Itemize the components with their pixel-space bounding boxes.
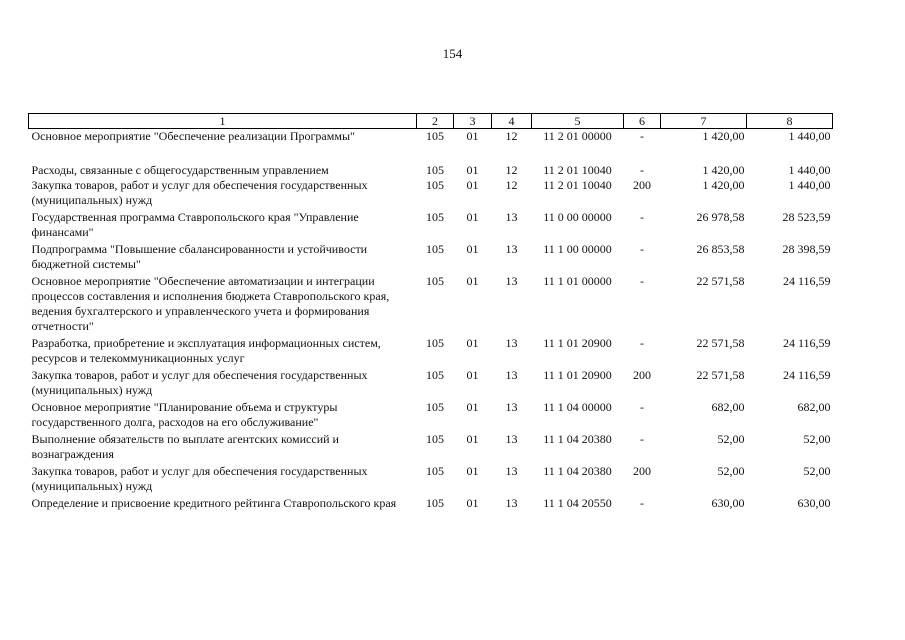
row-code-4: 12	[505, 178, 518, 192]
table-row	[29, 178, 833, 210]
row-code-3: 01	[466, 432, 479, 446]
row-name: Разработка, приобретение и эксплуатация информационных систем, ресурсов и телекоммуникационных услуг	[31, 336, 381, 365]
row-amount-7: 26 853,58	[696, 242, 745, 256]
row-amount-7: 1 420,00	[702, 163, 745, 177]
table-row	[29, 129, 833, 164]
table-row	[29, 368, 833, 400]
row-code-2: 105	[426, 368, 444, 382]
row-code-5: 11 1 01 00000	[543, 274, 612, 288]
row-code-2: 105	[426, 242, 444, 256]
row-code-3: 01	[466, 210, 479, 224]
row-code-6: -	[640, 496, 644, 510]
table-row	[29, 336, 833, 368]
row-amount-8: 52,00	[803, 432, 831, 446]
table-body	[29, 129, 833, 512]
header-row	[29, 114, 833, 129]
table-header	[29, 114, 833, 129]
row-code-5: 11 1 01 20900	[543, 368, 612, 382]
row-code-4: 12	[505, 129, 518, 143]
row-code-5: 11 1 04 20380	[543, 432, 612, 446]
row-amount-8: 1 440,00	[788, 129, 831, 143]
row-code-5: 11 1 04 20550	[543, 496, 612, 510]
row-code-4: 13	[505, 274, 518, 288]
row-code-4: 13	[505, 336, 518, 350]
row-amount-8: 28 523,59	[782, 210, 831, 224]
row-code-4: 13	[505, 464, 518, 478]
row-amount-8: 28 398,59	[782, 242, 831, 256]
header-cell: 1	[29, 114, 417, 129]
row-code-3: 01	[466, 496, 479, 510]
row-amount-7: 22 571,58	[696, 336, 745, 350]
table-row	[29, 464, 833, 496]
row-code-3: 01	[466, 336, 479, 350]
budget-table	[28, 113, 833, 511]
row-code-6: -	[640, 163, 644, 177]
row-amount-7: 1 420,00	[702, 129, 745, 143]
row-code-4: 13	[505, 496, 518, 510]
row-code-6: -	[640, 129, 644, 143]
table-row	[29, 163, 833, 178]
header-cell: 6	[624, 114, 661, 129]
table-row	[29, 496, 833, 511]
row-amount-8: 24 116,59	[782, 274, 831, 288]
table-row	[29, 274, 833, 336]
row-code-4: 13	[505, 242, 518, 256]
row-amount-7: 52,00	[717, 464, 745, 478]
row-code-4: 13	[505, 368, 518, 382]
row-amount-7: 26 978,58	[696, 210, 745, 224]
row-name: Основное мероприятие "Обеспечение реализации Программы"	[31, 129, 355, 143]
row-code-2: 105	[426, 178, 444, 192]
row-code-4: 13	[505, 432, 518, 446]
row-amount-8: 24 116,59	[782, 368, 831, 382]
row-code-2: 105	[426, 464, 444, 478]
row-code-3: 01	[466, 274, 479, 288]
row-code-5: 11 2 01 10040	[543, 163, 612, 177]
row-code-6: -	[640, 336, 644, 350]
row-code-4: 13	[505, 210, 518, 224]
row-name: Закупка товаров, работ и услуг для обеспечения государственных (муниципальных) нужд	[31, 368, 368, 397]
row-code-6: 200	[633, 368, 651, 382]
row-code-3: 01	[466, 368, 479, 382]
row-code-6: -	[640, 210, 644, 224]
header-cell: 7	[661, 114, 747, 129]
row-code-3: 01	[466, 242, 479, 256]
header-cell: 4	[492, 114, 532, 129]
table-row	[29, 432, 833, 464]
row-name: Закупка товаров, работ и услуг для обеспечения государственных (муниципальных) нужд	[31, 464, 368, 493]
row-code-3: 01	[466, 178, 479, 192]
table-row	[29, 400, 833, 432]
table-row	[29, 210, 833, 242]
header-cell: 8	[747, 114, 833, 129]
row-code-2: 105	[426, 496, 444, 510]
row-code-2: 105	[426, 129, 444, 143]
row-code-3: 01	[466, 400, 479, 414]
row-amount-8: 1 440,00	[788, 178, 831, 192]
row-code-5: 11 1 01 20900	[543, 336, 612, 350]
row-name: Расходы, связанные с общегосударственным управлением	[31, 163, 329, 177]
header-cell: 3	[454, 114, 492, 129]
row-name: Подпрограмма "Повышение сбалансированности и устойчивости бюджетной системы"	[31, 242, 368, 271]
row-amount-7: 52,00	[717, 432, 745, 446]
row-code-6: 200	[633, 178, 651, 192]
row-code-4: 13	[505, 400, 518, 414]
row-code-6: -	[640, 242, 644, 256]
row-name: Основное мероприятие "Обеспечение автоматизации и интеграции процессов составления и исполнения бюджета Ставропольского края, ведения бухгалтерского и управленческого учета и формирования отчетности"	[31, 274, 390, 333]
row-code-3: 01	[466, 464, 479, 478]
row-amount-7: 22 571,58	[696, 274, 745, 288]
row-code-5: 11 1 00 00000	[543, 242, 612, 256]
row-amount-8: 52,00	[803, 464, 831, 478]
row-amount-7: 1 420,00	[702, 178, 745, 192]
row-code-3: 01	[466, 163, 479, 177]
row-amount-7: 22 571,58	[696, 368, 745, 382]
row-code-6: -	[640, 400, 644, 414]
header-cell: 2	[417, 114, 454, 129]
row-code-5: 11 0 00 00000	[543, 210, 612, 224]
row-code-2: 105	[426, 336, 444, 350]
row-amount-8: 24 116,59	[782, 336, 831, 350]
row-name: Государственная программа Ставропольского края "Управление финансами"	[31, 210, 359, 239]
page-number: 154	[442, 46, 463, 61]
row-code-3: 01	[466, 129, 479, 143]
row-name: Основное мероприятие "Планирование объема и структуры государственного долга, расходов на его обслуживание"	[31, 400, 338, 429]
row-name: Закупка товаров, работ и услуг для обеспечения государственных (муниципальных) нужд	[31, 178, 368, 207]
row-code-5: 11 1 04 00000	[543, 400, 612, 414]
row-amount-8: 1 440,00	[788, 163, 831, 177]
row-code-2: 105	[426, 432, 444, 446]
row-code-6: 200	[633, 464, 651, 478]
row-code-5: 11 1 04 20380	[543, 464, 612, 478]
row-amount-7: 630,00	[711, 496, 745, 510]
header-cell: 5	[532, 114, 624, 129]
row-code-6: -	[640, 432, 644, 446]
row-code-4: 12	[505, 163, 518, 177]
row-code-6: -	[640, 274, 644, 288]
table-row	[29, 242, 833, 274]
row-amount-8: 682,00	[797, 400, 831, 414]
row-amount-8: 630,00	[797, 496, 831, 510]
row-code-5: 11 2 01 10040	[543, 178, 612, 192]
row-amount-7: 682,00	[711, 400, 745, 414]
row-code-5: 11 2 01 00000	[543, 129, 612, 143]
row-name: Выполнение обязательств по выплате агентских комиссий и вознаграждения	[31, 432, 339, 461]
row-code-2: 105	[426, 163, 444, 177]
row-code-2: 105	[426, 210, 444, 224]
row-code-2: 105	[426, 400, 444, 414]
row-name: Определение и присвоение кредитного рейтинга Ставропольского края	[31, 496, 397, 510]
row-code-2: 105	[426, 274, 444, 288]
